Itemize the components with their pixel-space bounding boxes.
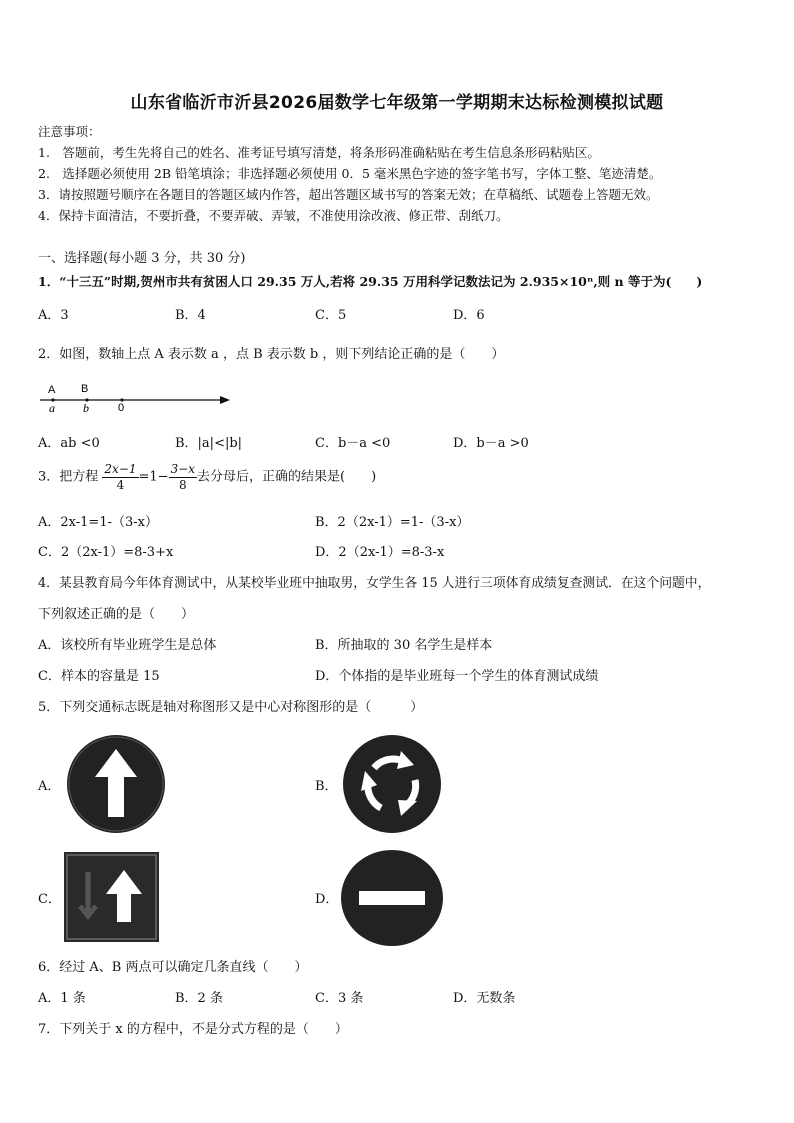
fraction-2-numerator: 3−x bbox=[170, 462, 196, 476]
fraction-2-denominator: 8 bbox=[178, 478, 187, 492]
q2-option-c: C．b－a <0 bbox=[315, 436, 391, 451]
fraction-1 bbox=[102, 462, 138, 493]
fraction-1-denominator: 4 bbox=[116, 478, 125, 492]
q4-option-b: B．所抽取的 30 名学生是样本 bbox=[315, 638, 493, 653]
q5-option-a: A． bbox=[38, 779, 61, 794]
q2-option-b: B．|a|<|b| bbox=[175, 436, 243, 451]
page-title: 山东省临沂市沂县2026届数学七年级第一学期期末达标检测模拟试题 bbox=[130, 93, 664, 113]
q3-middle: =1− bbox=[138, 469, 169, 485]
question-7-stem: 7．下列关于 x 的方程中，不是分式方程的是（ ） bbox=[38, 1022, 348, 1037]
question-1-stem: 1．“十三五”时期,贺州市共有贫困人口 29.35 万人,若将 29.35 万用科学记数法记为 2.935×10ⁿ,则 n 等于为( ) bbox=[38, 274, 703, 289]
q1-option-c: C．5 bbox=[315, 308, 347, 323]
question-4-stem-line-2: 下列叙述正确的是（ ） bbox=[38, 607, 195, 622]
sign-roundabout-icon bbox=[341, 733, 443, 835]
q3-prefix: 3．把方程 bbox=[38, 469, 99, 485]
notice-item-4: 4．保持卡面清洁，不要折叠，不要弄破、弄皱，不准使用涂改液、修正带、刮纸刀。 bbox=[38, 208, 509, 223]
notice-item-1: 1. 答题前，考生先将自己的姓名、准考证号填写清楚，将条形码准确粘贴在考生信息条形码粘贴区。 bbox=[38, 145, 600, 160]
q2-option-a: A．ab <0 bbox=[38, 436, 100, 451]
q6-option-d: D．无数条 bbox=[453, 991, 516, 1006]
q5-option-c: C． bbox=[38, 892, 61, 907]
notice-item-3: 3．请按照题号顺序在各题目的答题区域内作答，超出答题区域书写的答案无效；在草稿纸、试题卷上答题无效。 bbox=[38, 187, 659, 202]
q3-option-a: A．2x-1=1-（3-x） bbox=[38, 515, 158, 530]
q2-option-d: D．b－a >0 bbox=[453, 436, 529, 451]
q5-option-b: B． bbox=[315, 779, 338, 794]
question-4-stem-line-1: 4．某县教育局今年体育测试中，从某校毕业班中抽取男，女学生各 15 人进行三项体育成绩复查测试．在这个问题中， bbox=[38, 576, 711, 591]
question-2-stem: 2．如图，数轴上点 A 表示数 a ，点 B 表示数 b ，则下列结论正确的是（ ） bbox=[38, 347, 505, 362]
q3-option-b: B．2（2x-1）=1-（3-x） bbox=[315, 515, 470, 530]
question-6-stem: 6．经过 A、B 两点可以确定几条直线（ ） bbox=[38, 960, 308, 975]
q4-option-d: D．个体指的是毕业班每一个学生的体育测试成绩 bbox=[315, 669, 599, 684]
q3-option-d: D．2（2x-1）=8-3-x bbox=[315, 545, 445, 560]
label-point-a: A bbox=[48, 384, 56, 396]
sign-square-arrow-icon bbox=[64, 852, 159, 942]
q1-option-b: B．4 bbox=[175, 308, 206, 323]
fraction-2 bbox=[169, 462, 197, 493]
section-heading: 一、选择题(每小题 3 分，共 30 分) bbox=[38, 251, 246, 266]
q6-option-c: C．3 条 bbox=[315, 991, 364, 1006]
q3-option-c: C．2（2x-1）=8-3+x bbox=[38, 545, 174, 560]
label-point-b: B bbox=[81, 383, 89, 395]
question-5-stem: 5．下列交通标志既是轴对称图形又是中心对称图形的是（ ） bbox=[38, 700, 424, 715]
q1-option-a: A．3 bbox=[38, 308, 69, 323]
q6-option-a: A．1 条 bbox=[38, 991, 86, 1006]
notice-item-2: 2. 选择题必须使用 2B 铅笔填涂；非选择题必须使用 0．5 毫米黑色字迹的签字笔书写，字体工整、笔迹清楚。 bbox=[38, 166, 662, 181]
label-value-a: a bbox=[49, 401, 55, 415]
q3-suffix: 去分母后，正确的结果是( ) bbox=[197, 469, 377, 485]
label-zero: 0 bbox=[118, 402, 125, 414]
fraction-1-numerator: 2x−1 bbox=[104, 462, 137, 476]
q1-option-d: D．6 bbox=[453, 308, 485, 323]
q4-option-c: C．样本的容量是 15 bbox=[38, 669, 160, 684]
q4-option-a: A．该校所有毕业班学生是总体 bbox=[38, 638, 217, 653]
q6-option-b: B．2 条 bbox=[175, 991, 223, 1006]
number-line-figure bbox=[38, 378, 238, 416]
q5-option-d: D． bbox=[315, 892, 339, 907]
label-value-b: b bbox=[83, 401, 89, 415]
sign-no-entry-icon bbox=[340, 849, 444, 947]
question-3-stem bbox=[38, 462, 376, 493]
notice-heading: 注意事项： bbox=[38, 124, 101, 139]
sign-straight-arrow-circle-icon bbox=[65, 733, 167, 835]
